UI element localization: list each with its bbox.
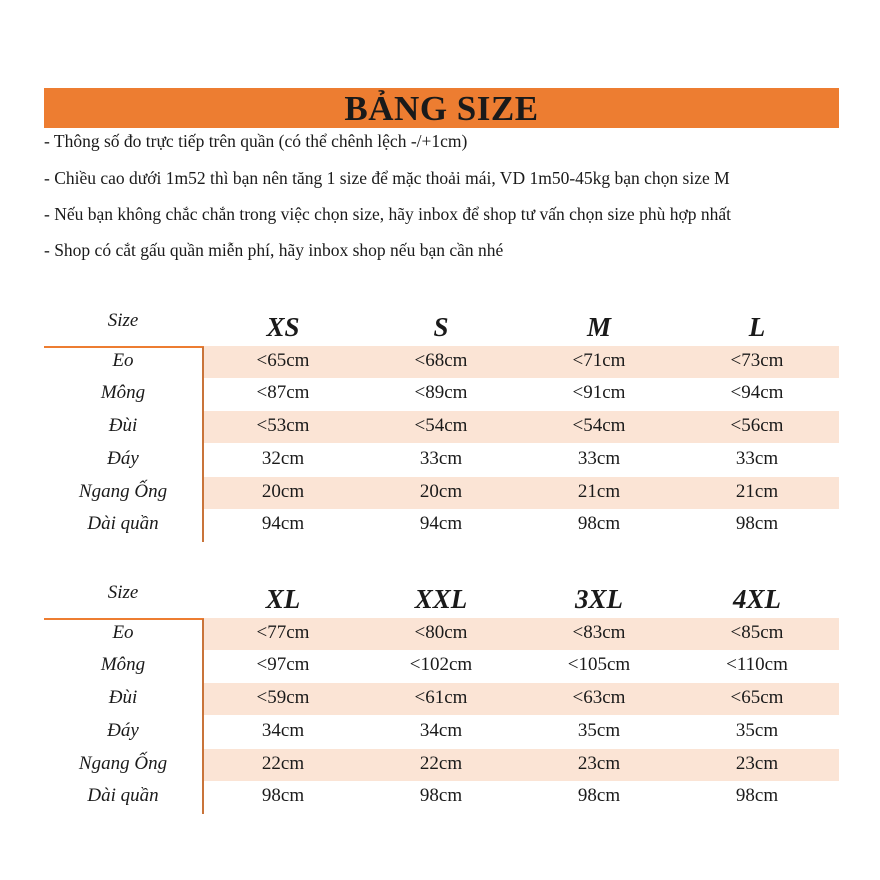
table-cell: 34cm <box>261 720 305 741</box>
table-cell: <94cm <box>730 382 784 403</box>
table-cell: 34cm <box>419 720 463 741</box>
table-cell: 20cm <box>261 481 305 502</box>
size-header: XL <box>265 584 301 614</box>
table-cell: <71cm <box>572 350 626 371</box>
row-label: Mông <box>100 654 146 675</box>
table-cell: <68cm <box>414 350 468 371</box>
table-cell: <80cm <box>414 622 468 643</box>
header-label: Size <box>107 582 139 603</box>
row-label: Mông <box>100 382 146 403</box>
table-cell: 98cm <box>577 513 621 534</box>
table-cell: <87cm <box>256 382 310 403</box>
table-cell: 23cm <box>577 753 621 774</box>
size-header: S <box>433 312 449 342</box>
note-height: - Chiều cao dưới 1m52 thì bạn nên tăng 1 size để mặc thoải mái, VD 1m50-45kg bạn chọn size M <box>44 168 730 188</box>
table-row <box>44 716 839 748</box>
size-header: L <box>748 312 766 342</box>
table-cell: 33cm <box>419 448 463 469</box>
row-label: Ngang Ống <box>78 481 168 502</box>
page-title: BẢNG SIZE <box>344 88 539 128</box>
table-row <box>44 378 839 410</box>
table-cell: 98cm <box>261 785 305 806</box>
table-cell: <65cm <box>730 687 784 708</box>
table-row <box>44 346 839 378</box>
table-cell: 32cm <box>261 448 305 469</box>
table-cell: 21cm <box>735 481 779 502</box>
table-cell: 35cm <box>735 720 779 741</box>
table-row <box>44 650 839 682</box>
column-divider <box>202 619 204 814</box>
size-header: 3XL <box>574 584 623 614</box>
size-header: XXL <box>414 584 468 614</box>
table-row <box>44 781 839 813</box>
table-header <box>44 302 839 346</box>
table-cell: 22cm <box>419 753 463 774</box>
row-label: Ngang Ống <box>78 753 168 774</box>
table-cell: 22cm <box>261 753 305 774</box>
table-cell: <63cm <box>572 687 626 708</box>
table-cell: <54cm <box>414 415 468 436</box>
row-label: Eo <box>112 350 134 371</box>
table-row <box>44 683 839 715</box>
column-divider <box>202 347 204 542</box>
table-cell: 21cm <box>577 481 621 502</box>
size-header: M <box>586 312 611 342</box>
table-row <box>44 444 839 476</box>
table-cell: <91cm <box>572 382 626 403</box>
table-cell: <59cm <box>256 687 310 708</box>
table-row <box>44 509 839 541</box>
table-cell: 94cm <box>419 513 463 534</box>
table-cell: 98cm <box>735 513 779 534</box>
row-label: Dài quần <box>87 785 159 806</box>
row-label: Dài quần <box>87 513 159 534</box>
table-cell: 98cm <box>577 785 621 806</box>
row-label: Đùi <box>108 415 138 436</box>
table-cell: 33cm <box>577 448 621 469</box>
table-row <box>44 477 839 509</box>
table-cell: 94cm <box>261 513 305 534</box>
table-cell: <85cm <box>730 622 784 643</box>
row-label: Eo <box>112 622 134 643</box>
table-cell: 98cm <box>735 785 779 806</box>
row-label: Đáy <box>107 448 139 469</box>
note-measurement: - Thông số đo trực tiếp trên quần (có thể chênh lệch -/+1cm) <box>44 131 468 151</box>
table-cell: 20cm <box>419 481 463 502</box>
table-cell: 98cm <box>419 785 463 806</box>
table-cell: <73cm <box>730 350 784 371</box>
table-cell: <102cm <box>409 654 473 675</box>
table-cell: <105cm <box>567 654 631 675</box>
table-cell: <110cm <box>726 654 788 675</box>
size-header: 4XL <box>732 584 781 614</box>
header-label: Size <box>107 310 139 331</box>
table-cell: <83cm <box>572 622 626 643</box>
table-cell: <61cm <box>414 687 468 708</box>
row-label: Đùi <box>108 687 138 708</box>
table-cell: 35cm <box>577 720 621 741</box>
table-cell: <54cm <box>572 415 626 436</box>
table-cell: <77cm <box>256 622 310 643</box>
table-cell: <65cm <box>256 350 310 371</box>
table-cell: 33cm <box>735 448 779 469</box>
table-cell: <89cm <box>414 382 468 403</box>
table-header <box>44 574 839 618</box>
table-cell: <53cm <box>256 415 310 436</box>
table-row <box>44 749 839 781</box>
title-banner <box>44 88 839 128</box>
size-header: XS <box>266 312 300 342</box>
table-cell: 23cm <box>735 753 779 774</box>
note-hemming: - Shop có cắt gấu quần miễn phí, hãy inbox shop nếu bạn cần nhé <box>44 240 504 260</box>
table-row <box>44 618 839 650</box>
row-label: Đáy <box>107 720 139 741</box>
table-cell: <56cm <box>730 415 784 436</box>
table-cell: <97cm <box>256 654 310 675</box>
table-row <box>44 411 839 443</box>
note-inbox: - Nếu bạn không chắc chắn trong việc chọn size, hãy inbox để shop tư vấn chọn size phù hợp nhất <box>44 204 731 224</box>
